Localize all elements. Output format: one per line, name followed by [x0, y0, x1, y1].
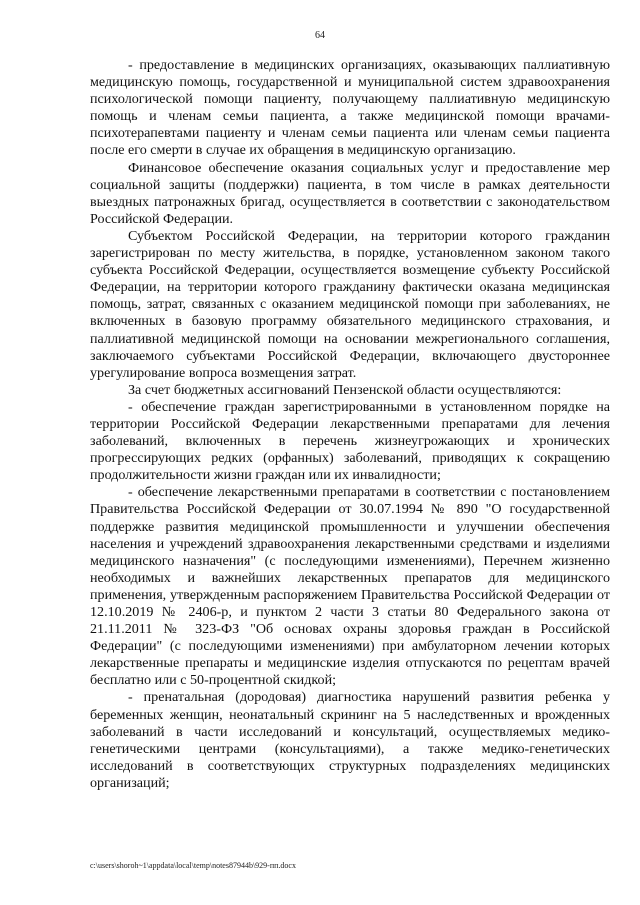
- paragraph-social-services-financing: Финансовое обеспечение оказания социальных услуг и предоставление мер социальной защиты (поддержки) пациента, в том числе в рамках деятельности выездных патронажных бригад, осуществляется в соответствии с законодательством Российской Федерации.: [90, 159, 610, 227]
- paragraph-orphan-drugs: - обеспечение граждан зарегистрированными в установленном порядке на территории Российской Федерации лекарственными препаратами для лечения заболеваний, включенных в перечень жизнеугрожающих и хронических прогрессирующих редких (орфанных) заболеваний, приводящих к сокращению продолжительности жизни граждан или их инвалидности;: [90, 398, 610, 484]
- paragraph-drug-provision: - обеспечение лекарственными препаратами в соответствии с постановлением Правительства Российской Федерации от 30.07.1994 № 890 "О государственной поддержке развития медицинской промышленности и улучшении обеспечения населения и учреждений здравоохранения лекарственными средствами и изделиями медицинского назначения" (с последующими изменениями), Перечнем жизненно необходимых и важнейших лекарственных препаратов для медицинского применения, утвержденным распоряжением Правительства Российской Федерации от 12.10.2019 № 2406-р, и пунктом 2 части 3 статьи 80 Федерального закона от 21.11.2011 № 323-ФЗ "Об основах охраны здоровья граждан в Российской Федерации" (с последующими изменениями) при амбулаторном лечении которых лекарственные препараты и медицинские изделия отпускаются по рецептам врачей бесплатно или с 50-процентной скидкой;: [90, 484, 610, 689]
- paragraph-prenatal-diagnostics: - пренатальная (дородовая) диагностика нарушений развития ребенка у беременных женщин, неонатальный скрининг на 5 наследственных и врожденных заболеваний в части исследований и консультаций, осуществляемых медико-генетическими центрами (консультациями), а также медико-генетических исследований в соответствующих структурных подразделениях медицинских организаций;: [90, 689, 610, 791]
- paragraph-cost-reimbursement: Субъектом Российской Федерации, на территории которого гражданин зарегистрирован по месту жительства, в порядке, установленном законом такого субъекта Российской Федерации, осуществляется возмещение субъекту Российской Федерации, на территории которого гражданину фактически оказана медицинская помощь, затрат, связанных с оказанием медицинской помощи при заболеваниях, не включенных в базовую программу обязательного медицинского страхования, и паллиативной медицинской помощи на основании межрегионального соглашения, заключаемого субъектами Российской Федерации, включающего двустороннее урегулирование вопроса возмещения затрат.: [90, 227, 610, 381]
- paragraph-budget-intro: За счет бюджетных ассигнований Пензенской области осуществляются:: [128, 381, 562, 398]
- paragraph-psychological-help: - предоставление в медицинских организациях, оказывающих паллиативную медицинскую помощь, государственной и муниципальной систем здравоохранения психологической помощи пациенту, получающему паллиативную медицинскую помощь и членам семьи пациента, а также медицинской помощи врачами-психотерапевтами пациенту и членам семьи пациента или членам семьи пациента после его смерти в случае их обращения в медицинскую организацию.: [90, 57, 610, 159]
- page-number: 64: [315, 30, 325, 41]
- document-body: [90, 57, 610, 792]
- footer-file-path: c:\users\shoroh~1\appdata\local\temp\notes87944b\929-пп.docx: [90, 861, 296, 870]
